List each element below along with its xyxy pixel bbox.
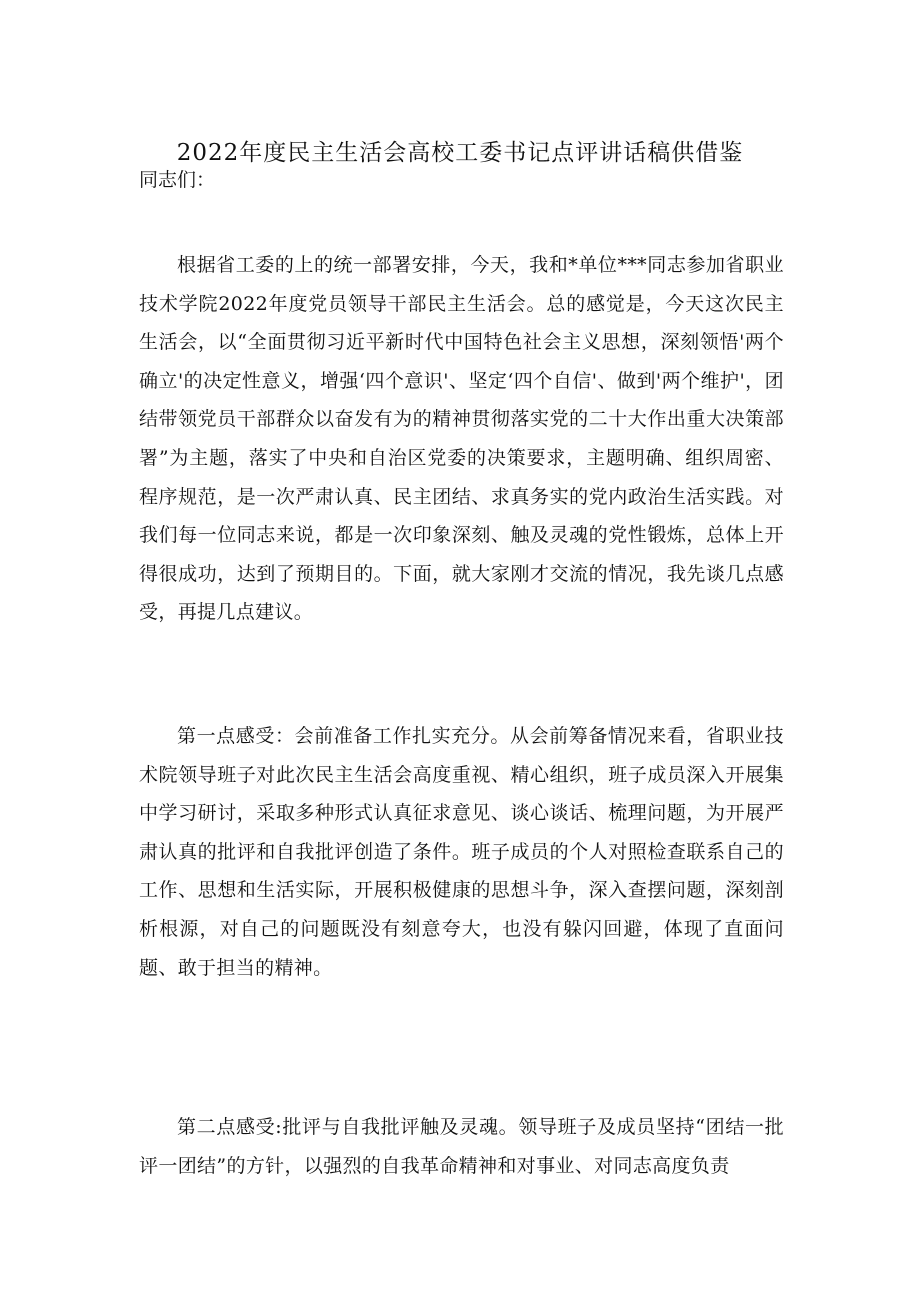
paragraph-first-impression: 第一点感受：会前准备工作扎实充分。从会前筹备情况来看，省职业技术院领导班子对此次民主生活会高度重视、精心组织，班子成员深入开展集中学习研讨，采取多种形式认真征求意见、谈心谈话、梳理问题，为开展严肃认真的批评和自我批评创造了条件。班子成员的个人对照检查联系自己的工作、思想和生活实际，开展积极健康的思想斗争，深入查摆问题，深刻剖析根源，对自己的问题既没有刻意夸大，也没有躲闪回避，体现了直面问题、敢于担当的精神。 <box>139 725 784 979</box>
paragraph-second-impression: 第二点感受:批评与自我批评触及灵魂。领导班子及成员坚持“团结一批评一团结”的方针，以强烈的自我革命精神和对事业、对同志高度负责 <box>139 1116 784 1177</box>
paragraph-intro: 根据省工委的上的统一部署安排，今天，我和*单位***同志参加省职业技术学院2022年度党员领导干部民主生活会。总的感觉是，今天这次民主生活会，以“全面贯彻习近平新时代中国特色社会主义思想，深刻领悟'两个确立'的决定性意义，增强‘四个意识'、坚定‘四个自信'、做到'两个维护'，团结带领党员干部群众以奋发有为的精神贯彻落实党的二十大作出重大决策部署”为主题，落实了中央和自治区党委的决策要求，主题明确、组织周密、程序规范，是一次严肃认真、民主团结、求真务实的党内政治生活实践。对我们每一位同志来说，都是一次印象深刻、触及灵魂的党性锻炼，总体上开得很成功，达到了预期目的。下面，就大家刚才交流的情况，我先谈几点感受，再提几点建议。 <box>139 254 784 624</box>
document-title: 2022年度民主生活会高校工委书记点评讲话稿供借鉴 <box>176 140 744 166</box>
salutation: 同志们： <box>139 169 216 191</box>
